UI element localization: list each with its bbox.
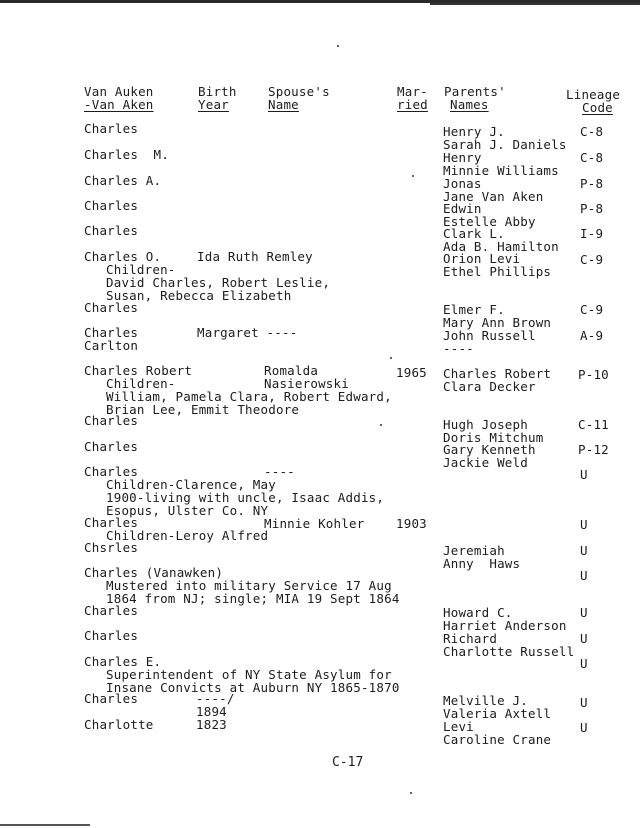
spouse-name: Romalda [264, 363, 319, 378]
lineage-code: I-9 [580, 226, 604, 241]
scan-speck [337, 45, 339, 47]
header-surname-line2: -Van Aken [84, 97, 154, 112]
header-parents-line1: Parents' [444, 84, 506, 99]
name-cell: Charlotte [84, 717, 154, 732]
name-cell: Charles [84, 413, 139, 428]
header-lineage-line1: Lineage [566, 87, 621, 102]
header-spouse-line2: Name [268, 97, 299, 112]
name-cell: Charles [84, 603, 139, 618]
name-cell: Charles M. [84, 147, 169, 162]
spouse-name: Margaret ---- [197, 325, 298, 340]
birth-year-continued: 1894 [196, 704, 227, 719]
note-line: Esopus, Ulster Co. NY [106, 503, 269, 518]
name-cell: Charles Robert [84, 363, 193, 378]
spouse-name-continued: Nasierowski [264, 376, 349, 391]
parent-father: Jonas [443, 176, 482, 191]
scan-speck [412, 175, 414, 177]
married-year: 1903 [396, 516, 427, 531]
parent-mother: ---- [443, 341, 474, 356]
name-cell: Charles O. [84, 249, 162, 264]
parent-mother: Valeria Axtell [443, 706, 552, 721]
lineage-code: P-8 [580, 176, 604, 191]
parent-mother: Clara Decker [443, 379, 536, 394]
children-list: Brian Lee, Emmit Theodore [106, 402, 300, 417]
name-cell: Charles [84, 464, 139, 479]
parent-mother: Ada B. Hamilton [443, 239, 559, 254]
name-cell: Charles (Vanawken) [84, 565, 224, 580]
parent-father: Melville J. [443, 693, 528, 708]
lineage-code: P-8 [580, 201, 604, 216]
name-cell: Charles [84, 515, 139, 530]
parent-mother: Caroline Crane [443, 732, 552, 747]
spouse-name: ---- [264, 464, 295, 479]
children-label: Children-Clarence, May [106, 477, 276, 492]
parent-mother: Anny Haws [443, 556, 521, 571]
parent-father: Gary Kenneth [443, 442, 536, 457]
lineage-code: U [580, 467, 588, 482]
parent-father: Orion Levi [443, 251, 521, 266]
parent-father: Levi [443, 719, 474, 734]
parent-father: Charles Robert [443, 366, 552, 381]
name-cell: Charles [84, 198, 139, 213]
children-list: William, Pamela Clara, Robert Edward, [106, 389, 392, 404]
parent-mother: Doris Mitchum [443, 430, 544, 445]
parent-mother: Sarah J. Daniels [443, 137, 567, 152]
parent-mother: Jackie Weld [443, 455, 528, 470]
children-label: Children-Leroy Alfred [106, 528, 269, 543]
parent-father: Henry J. [443, 124, 505, 139]
lineage-code: C-9 [580, 252, 604, 267]
lineage-code: C-8 [580, 124, 604, 139]
note-line: Insane Convicts at Auburn NY 1865-1870 [106, 680, 400, 695]
page-number: C-17 [332, 755, 364, 770]
lineage-code: U [580, 568, 588, 583]
scan-speck [390, 357, 392, 359]
header-surname-line1: Van Auken [84, 84, 154, 99]
parent-father: Richard [443, 631, 498, 646]
header-birth-line2: Year [198, 97, 229, 112]
name-cell: Charles [84, 691, 139, 706]
header-lineage-line2: Code [582, 100, 613, 115]
parent-father: Hugh Joseph [443, 417, 528, 432]
lineage-code: P-10 [578, 367, 609, 382]
header-spouse-line1: Spouse's [268, 84, 330, 99]
lineage-code: C-11 [578, 417, 609, 432]
scan-speck [410, 792, 412, 794]
lineage-code: U [580, 720, 588, 735]
birth-year: ----/ [196, 691, 235, 706]
lineage-code: C-8 [580, 150, 604, 165]
lineage-code: P-12 [578, 442, 609, 457]
name-cell: Charles [84, 121, 139, 136]
children-list: David Charles, Robert Leslie, [106, 275, 331, 290]
header-married-line1: Mar- [397, 84, 428, 99]
name-cell: Charles [84, 628, 139, 643]
scan-border-bottom [0, 824, 90, 826]
note-line: 1864 from NJ; single; MIA 19 Sept 1864 [106, 591, 400, 606]
parent-mother: Jane Van Aken [443, 189, 544, 204]
lineage-code: U [580, 695, 588, 710]
parent-father: John Russell [443, 328, 536, 343]
lineage-code: U [580, 605, 588, 620]
parent-mother: Ethel Phillips [443, 264, 552, 279]
parent-mother: Estelle Abby [443, 214, 536, 229]
name-cell-continued: Carlton [84, 338, 139, 353]
parent-father: Henry [443, 150, 482, 165]
children-label: Children- [106, 262, 176, 277]
name-cell: Charles [84, 325, 139, 340]
note-line: Mustered into military Service 17 Aug [106, 578, 392, 593]
name-cell: Charles A. [84, 173, 162, 188]
children-label: Children- [106, 376, 176, 391]
lineage-code: U [580, 517, 588, 532]
parent-mother: Minnie Williams [443, 163, 559, 178]
lineage-code: U [580, 543, 588, 558]
lineage-code: U [580, 656, 588, 671]
married-year: 1965 [396, 365, 427, 380]
scan-speck [380, 424, 382, 426]
name-cell: Charles [84, 300, 139, 315]
parent-father: Edwin [443, 201, 482, 216]
header-parents-line2: Names [450, 97, 489, 112]
note-line: 1900-living with uncle, Isaac Addis, [106, 490, 385, 505]
spouse-name: Minnie Kohler [264, 516, 365, 531]
parent-mother: Harriet Anderson [443, 618, 567, 633]
note-line: Superintendent of NY State Asylum for [106, 667, 392, 682]
lineage-code: C-9 [580, 302, 604, 317]
children-list: Susan, Rebecca Elizabeth [106, 288, 292, 303]
parent-mother: Charlotte Russell [443, 644, 575, 659]
lineage-code: U [580, 631, 588, 646]
parent-father: Elmer F. [443, 302, 505, 317]
name-cell: Charles [84, 223, 139, 238]
name-cell: Charles [84, 439, 139, 454]
parent-father: Jeremiah [443, 543, 505, 558]
parent-father: Clark L. [443, 226, 505, 241]
lineage-code: A-9 [580, 328, 604, 343]
birth-year: 1823 [196, 717, 227, 732]
parent-mother: Mary Ann Brown [443, 315, 552, 330]
header-birth-line1: Birth [198, 84, 237, 99]
parent-father: Howard C. [443, 605, 513, 620]
scan-border-top-right [430, 3, 640, 5]
spouse-name: Ida Ruth Remley [197, 249, 313, 264]
name-cell: Chsrles [84, 540, 139, 555]
name-cell: Charles E. [84, 654, 162, 669]
header-married-line2: ried [397, 97, 428, 112]
